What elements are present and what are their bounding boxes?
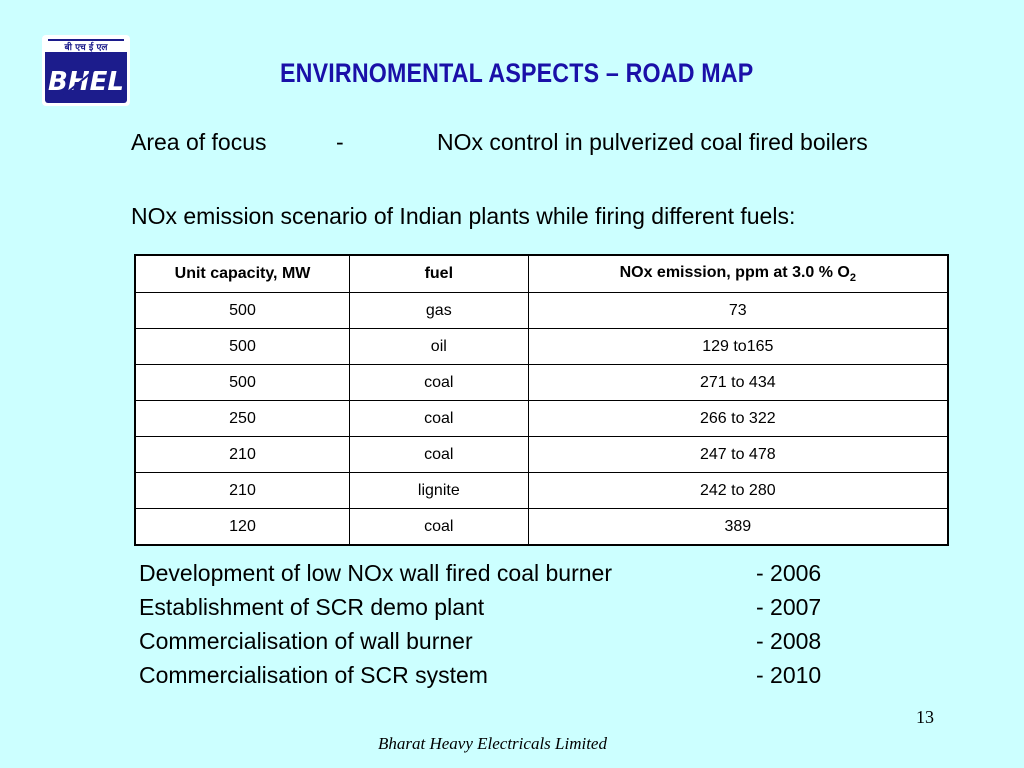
header-fuel: fuel [350,255,529,293]
header-unit-capacity: Unit capacity, MW [135,255,350,293]
bhel-logo [42,35,130,106]
cell-capacity: 210 [135,437,350,473]
table-header-row [135,255,948,293]
cell-emission: 73 [528,293,948,329]
cell-emission: 247 to 478 [528,437,948,473]
milestone-task: Commercialisation of SCR system [139,662,488,688]
cell-emission: 242 to 280 [528,473,948,509]
milestone-year: - 2008 [756,628,822,654]
cell-fuel: coal [350,509,529,546]
cell-capacity: 120 [135,509,350,546]
cell-fuel: coal [350,437,529,473]
table-row [135,509,948,546]
milestone-task: Establishment of SCR demo plant [139,594,485,620]
header-nox-emission-subscript: 2 [849,272,856,285]
milestone-year: - 2007 [756,594,822,620]
milestone-task: Development of low NOx wall fired coal burner [139,560,612,586]
cell-emission: 129 to165 [528,329,948,365]
table-row [135,293,948,329]
focus-value: NOx control in pulverized coal fired boilers [437,129,868,155]
svg-text:BHEL: BHEL [48,67,124,97]
table-row [135,329,948,365]
focus-label: Area of focus [131,129,267,155]
header-nox-emission-text: NOx emission, ppm at 3.0 % O [619,263,850,281]
cell-fuel: coal [350,401,529,437]
svg-text:बी एच ई एल: बी एच ई एल [64,43,108,53]
cell-fuel: gas [350,293,529,329]
cell-emission: 266 to 322 [528,401,948,437]
cell-capacity: 500 [135,365,350,401]
cell-emission: 389 [528,509,948,546]
table-row [135,365,948,401]
cell-capacity: 500 [135,293,350,329]
milestone-year: - 2010 [756,662,822,688]
table-row [135,473,948,509]
cell-capacity: 500 [135,329,350,365]
nox-emission-table [134,254,949,546]
cell-capacity: 210 [135,473,350,509]
cell-fuel: coal [350,365,529,401]
cell-fuel: lignite [350,473,529,509]
milestone-year: - 2006 [756,560,822,586]
cell-emission: 271 to 434 [528,365,948,401]
milestone-task: Commercialisation of wall burner [139,628,473,654]
focus-separator: - [336,129,344,155]
table-row [135,401,948,437]
footer-company-name: Bharat Heavy Electricals Limited [378,734,607,753]
cell-fuel: oil [350,329,529,365]
slide-title: ENVIRNOMENTAL ASPECTS – ROAD MAP [280,58,754,88]
scenario-text: NOx emission scenario of Indian plants while firing different fuels: [131,203,796,229]
page-number: 13 [916,707,934,727]
cell-capacity: 250 [135,401,350,437]
header-nox-emission [528,255,948,293]
table-row [135,437,948,473]
